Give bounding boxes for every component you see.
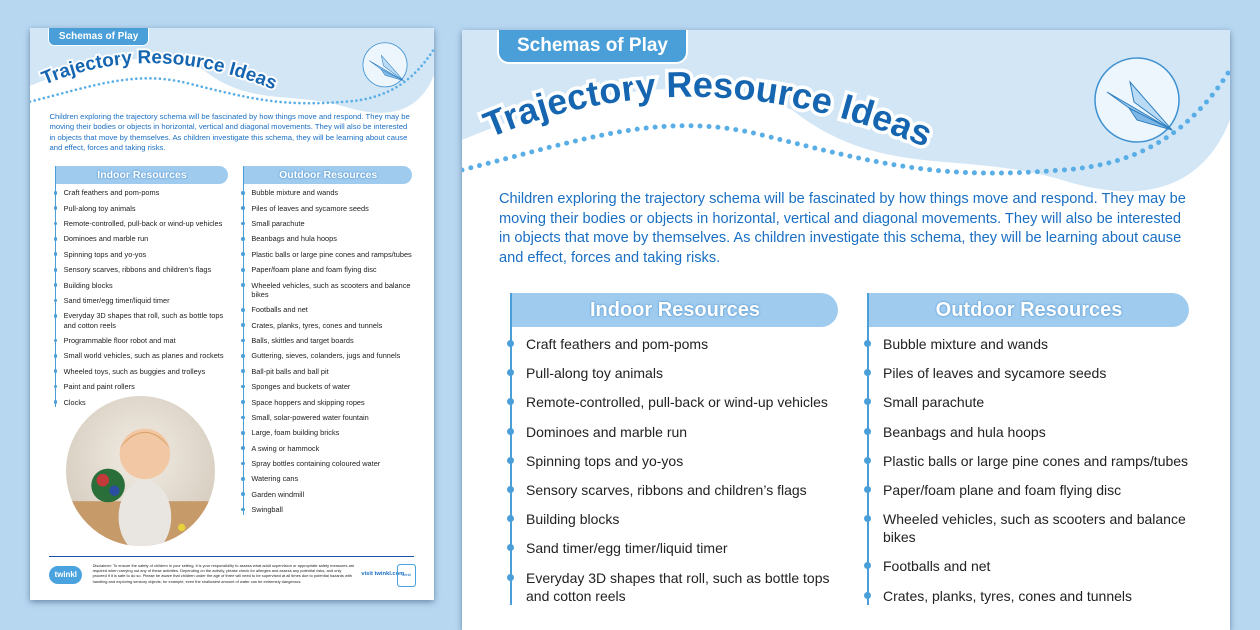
visit-twinkl-link[interactable]: visit twinkl.com (361, 570, 405, 577)
list-item: Bubble mixture and wands (869, 335, 1189, 353)
indoor-resources-heading: Indoor Resources (55, 166, 228, 184)
list-item: Dominoes and marble run (56, 234, 228, 243)
list-item: Spinning tops and yo-yos (512, 452, 838, 470)
list-item: Garden windmill (244, 490, 412, 499)
preview-page-thumbnail[interactable] (30, 28, 434, 600)
list-item: Sensory scarves, ribbons and children’s flags (56, 265, 228, 274)
list-item: Sponges and buckets of water (244, 382, 412, 391)
list-item: Paint and paint rollers (56, 382, 228, 391)
outdoor-resources-heading: Outdoor Resources (867, 293, 1189, 327)
indoor-resources-heading: Indoor Resources (510, 293, 838, 327)
list-item: Everyday 3D shapes that roll, such as bottle tops and cotton reels (56, 311, 228, 330)
list-item: Plastic balls or large pine cones and ramps/tubes (244, 250, 412, 259)
indoor-resources-section (55, 166, 228, 413)
indoor-resources-section (510, 293, 838, 616)
list-item: Remote-controlled, pull-back or wind-up vehicles (512, 393, 838, 411)
list-item: Sand timer/egg timer/liquid timer (56, 296, 228, 305)
list-item: Pull-along toy animals (56, 204, 228, 213)
list-item: Small parachute (869, 393, 1189, 411)
footer (49, 556, 414, 594)
list-item: Bubble mixture and wands (244, 188, 412, 197)
list-item: Guttering, sieves, colanders, jugs and funnels (244, 351, 412, 360)
list-item: Wheeled vehicles, such as scooters and balance bikes (869, 510, 1189, 546)
indoor-list (510, 327, 838, 605)
outdoor-list (243, 184, 412, 514)
list-item: Plastic balls or large pine cones and ramps/tubes (869, 452, 1189, 470)
list-item: Paper/foam plane and foam flying disc (244, 265, 412, 274)
document-page (30, 28, 434, 600)
list-item: Footballs and net (244, 305, 412, 314)
indoor-list (55, 184, 228, 407)
quality-badge: twinkl (397, 564, 417, 587)
list-item: Pull-along toy animals (512, 364, 838, 382)
list-item: Small, solar-powered water fountain (244, 413, 412, 422)
list-item: Ball-pit balls and ball pit (244, 367, 412, 376)
list-item: Footballs and net (869, 557, 1189, 575)
list-item: Craft feathers and pom-poms (56, 188, 228, 197)
list-item: Spinning tops and yo-yos (56, 250, 228, 259)
list-item: Crates, planks, tyres, cones and tunnels (244, 321, 412, 330)
twinkl-logo[interactable]: twinkl (49, 566, 82, 584)
outdoor-resources-section (867, 293, 1189, 616)
intro-paragraph: Children exploring the trajectory schema will be fascinated by how things move and respond. They may be moving their bodies or objects in horizontal, vertical and diagonal movements. They will also be interested in objects that move by themselves. As children investigate this schema, they will be learning about cause and effect, forces and taking risks. (499, 191, 1186, 266)
list-item: Sensory scarves, ribbons and children’s flags (512, 481, 838, 499)
list-item: Piles of leaves and sycamore seeds (869, 364, 1189, 382)
list-item: Watering cans (244, 474, 412, 483)
list-item: Beanbags and hula hoops (244, 234, 412, 243)
list-item: Dominoes and marble run (512, 423, 838, 441)
outdoor-resources-section (243, 166, 412, 520)
list-item: Sand timer/egg timer/liquid timer (512, 539, 838, 557)
list-item: Small parachute (244, 219, 412, 228)
list-item: Large, foam building bricks (244, 428, 412, 437)
list-item: A swing or hammock (244, 444, 412, 453)
list-item: Programmable floor robot and mat (56, 336, 228, 345)
page-title: Trajectory Resource Ideas (38, 47, 280, 95)
list-item: Piles of leaves and sycamore seeds (244, 204, 412, 213)
list-item: Building blocks (512, 510, 838, 528)
disclaimer-text: Disclaimer: To ensure the safety of children in your setting, it is your responsibility to assess what adult supervision or appropriate safety measures are required when carrying out any of these activities. Depending on the activity, please check for allergies and assess any potential risks, and only proceed if it is safe to do so. Please be aware that children under the age of three will need to be supervised at all times due to potential hazards with handling and exploring sensory objects; for example, even the shallowest amount of water can be extremely dangerous. (92, 562, 355, 584)
outdoor-list (867, 327, 1189, 605)
list-item: Spray bottles containing coloured water (244, 459, 412, 468)
list-item: Beanbags and hula hoops (869, 423, 1189, 441)
list-item: Craft feathers and pom-poms (512, 335, 838, 353)
list-item: Balls, skittles and target boards (244, 336, 412, 345)
intro-paragraph: Children exploring the trajectory schema will be fascinated by how things move and respond. They may be moving their bodies or objects in horizontal, vertical and diagonal movements. They will also be interested in objects that move by themselves. As children investigate this schema, they will be learning about cause and effect, forces and taking risks. (49, 112, 410, 153)
list-item: Paper/foam plane and foam flying disc (869, 481, 1189, 499)
list-item: Building blocks (56, 281, 228, 290)
list-item: Space hoppers and skipping ropes (244, 398, 412, 407)
list-item: Small world vehicles, such as planes and rockets (56, 351, 228, 360)
document-page (462, 30, 1230, 630)
outdoor-resources-heading: Outdoor Resources (243, 166, 412, 184)
list-item: Everyday 3D shapes that roll, such as bottle tops and cotton reels (512, 569, 838, 605)
schemas-of-play-tab: Schemas of Play (497, 30, 688, 64)
schemas-of-play-tab: Schemas of Play (48, 28, 148, 46)
child-playing-photo (66, 396, 215, 545)
zoomed-page-view (462, 30, 1230, 630)
list-item: Remote-controlled, pull-back or wind-up vehicles (56, 219, 228, 228)
list-item: Wheeled toys, such as buggies and trolleys (56, 367, 228, 376)
list-item: Crates, planks, tyres, cones and tunnels (869, 587, 1189, 605)
list-item: Swingball (244, 505, 412, 514)
page-title: Trajectory Resource Ideas (477, 63, 939, 155)
list-item: Wheeled vehicles, such as scooters and balance bikes (244, 281, 412, 300)
list-item: Clocks (56, 398, 228, 407)
